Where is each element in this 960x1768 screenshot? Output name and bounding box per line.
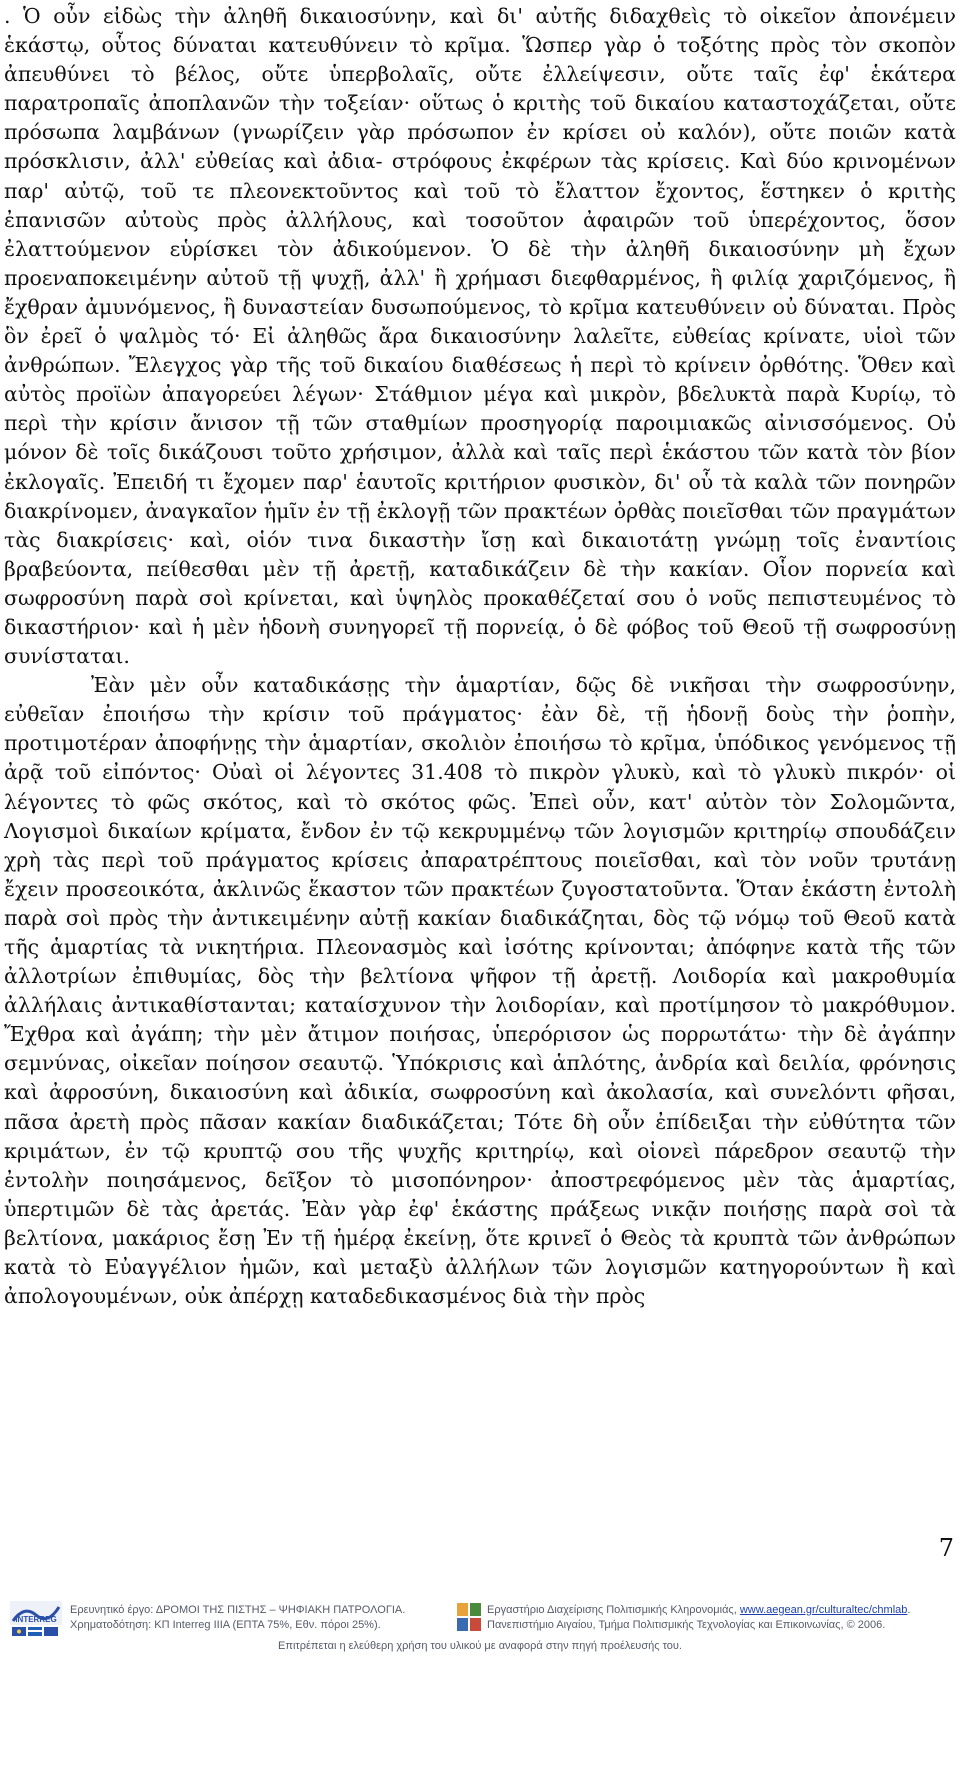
footer-lab-name: Εργαστήριο Διαχείρισης Πολιτισμικής Κληρονομιάς,: [487, 1604, 740, 1616]
footer-lab-credit: [457, 1601, 957, 1637]
footer-lab-line-end: .: [907, 1604, 911, 1616]
footer-funding-line: Χρηματοδότηση: ΚΠ Interreg IIIA (ΕΠΤΑ 75%, Εθν. πόροι 25%).: [70, 1619, 381, 1631]
footer-lab-line: [487, 1603, 910, 1618]
body-text: [4, 2, 956, 1311]
footer-project-line: Ερευνητικό έργο: ΔΡΟΜΟΙ ΤΗΣ ΠΙΣΤΗΣ – ΨΗΦΙΑΚΗ ΠΑΤΡΟΛΟΓΙΑ.: [70, 1604, 406, 1616]
interreg-logo-icon: [10, 1601, 62, 1637]
footer-left-text: [70, 1603, 405, 1633]
lab-website-link[interactable]: www.aegean.gr/culturaltec/chmlab: [739, 1604, 908, 1616]
interreg-logo-text: INTERREG: [15, 1615, 57, 1624]
footer-usage-notice: Επιτρέπεται η ελεύθερη χρήση του υλικού με αναφορά στην πηγή προέλευσής του.: [278, 1640, 682, 1652]
page-number: 7: [938, 1534, 954, 1562]
footer-project-credit: [10, 1601, 450, 1637]
paragraph-2: Ἐὰν μὲν οὖν καταδικάσῃς τὴν ἁμαρτίαν, δῷς δὲ νικῆσαι τὴν σωφροσύνην, εὐθεῖαν ἐποιήσω τὴν κρίσιν τοῦ πράγματος· ἐὰν δὲ, τῇ ἡδονῇ δοὺς τὴν ῥοπὴν, προτιμοτέραν ἀποφήνῃς τὴν ἁμαρτίαν, σκολιὸν ἐποιήσω τὸ κρῖμα, ὑπόδικος γενόμενος τῇ ἀρᾷ τοῦ εἰπόντος· Οὐαὶ οἱ λέγοντες 31.408 τὸ πικρὸν γλυκὺ, καὶ τὸ γλυκὺ πικρόν· οἱ λέγοντες τὸ φῶς σκότος, καὶ τὸ σκότος φῶς. Ἐπεὶ οὖν, κατ' αὐτὸν τὸν Σολομῶντα, Λογισμοὶ δικαίων κρίματα, ἔνδον ἐν τῷ κεκρυμμένῳ τῶν λογισμῶν κριτηρίῳ σπουδάζειν χρὴ τὰς περὶ τοῦ πράγματος κρίσεις ἀπαρατρέπτους ποιεῖσθαι, καὶ τὸν νοῦν τρυτάνῃ ἔχειν προσεοικότα, ἀκλινῶς ἕκαστον τῶν πρακτέων ζυγοστατοῦντα. Ὅταν ἑκάστη ἐντολὴ παρὰ σοὶ πρὸς τὴν ἀντικειμένην αὐτῇ κακίαν διαδικάζηται, δὸς τῷ νόμῳ τοῦ Θεοῦ κατὰ τῆς ἁμαρτίας τὰ νικητήρια. Πλεονασμὸς καὶ ἰσότης κρίνονται; ἀπόφηνε κατὰ τῆς τῶν ἀλλοτρίων ἐπιθυμίας, δὸς τὴν βελτίονα ψῆφον τῇ ἀρετῇ. Λοιδορία καὶ μακροθυμία ἀλλήλαις ἀντικαθίστανται; καταίσχυνον τὴν λοιδορίαν, καὶ προτίμησον τὸ μακρόθυμον. Ἔχθρα καὶ ἀγάπη; τὴν μὲν ἄτιμον ποιήσας, ὑπερόρισον ὡς πορρωτάτω· τὴν δὲ ἀγάπην σεμνύνας, οἰκεῖαν ποίησον σεαυτῷ. Ὑπόκρισις καὶ ἁπλότης, ἀνδρία καὶ δειλία, φρόνησις καὶ ἀφροσύνη, δικαιοσύνη καὶ ἀδικία, σωφροσύνη καὶ ἀκολασία, καὶ συνελόντι φῆσαι, πᾶσα ἀρετὴ πρὸς πᾶσαν κακίαν διαδικάζεται; Τότε δὴ οὖν ἐπίδειξαι τὴν εὐθύτητα τῶν κριμάτων, ἐν τῷ κρυπτῷ σου τῆς ψυχῆς κριτηρίῳ, καὶ οἱονεὶ πάρεδρον σεαυτῷ τὴν ἐντολὴν ποιησάμενος, δεῖξον τὸ μισοπόνηρον· ἀποστρεφόμενος μὲν τὰς ἁμαρτίας, ὑπερτιμῶν δὲ τὰς ἀρετάς. Ἐὰν γὰρ ἐφ' ἑκάστης πράξεως νικᾷν ποιήσῃς παρὰ σοὶ τὰ βελτίονα, μακάριος ἔσῃ Ἐν τῇ ἡμέρᾳ ἐκείνῃ, ὅτε κρινεῖ ὁ Θεὸς τὰ κρυπτὰ τῶν ἀνθρώπων κατὰ τὸ Εὐαγγέλιον ἡμῶν, καὶ μεταξὺ ἀλλήλων τῶν λογισμῶν κατηγορούντων ἢ καὶ ἀπολογουμένων, οὐκ ἀπέρχῃ καταδεδικασμένος διὰ τὴν πρὸς: [4, 673, 956, 1309]
footer-university-line: Πανεπιστήμιο Αιγαίου, Τμήμα Πολιτισμικής Τεχνολογίας και Επικοινωνίας, © 2006.: [487, 1619, 886, 1631]
footer: [0, 1599, 960, 1659]
footer-right-text: [487, 1603, 910, 1633]
paragraph-1: . Ὁ οὖν εἰδὼς τὴν ἀληθῆ δικαιοσύνην, καὶ δι' αὐτῆς διδαχθεὶς τὸ οἰκεῖον ἀπονέμειν ἑκάστῳ, οὗτος δύναται κατευθύνειν τὸ κρῖμα. Ὥσπερ γὰρ ὁ τοξότης πρὸς τὸν σκοπὸν ἀπευθύνει τὸ βέλος, οὔτε ὑπερβολαῖς, οὔτε ἐλλείψεσιν, οὔτε ταῖς ἐφ' ἑκάτερα παρατροπαῖς ἀποπλανῶν τὴν τοξείαν· οὕτως ὁ κριτὴς τοῦ δικαίου καταστοχάζεται, οὔτε πρόσωπα λαμβάνων (γνωρίζειν γὰρ πρόσωπον ἐν κρίσει οὐ καλόν), οὔτε ποιῶν κατὰ πρόσκλισιν, ἀλλ' εὐθείας καὶ ἀδια- στρόφους ἐκφέρων τὰς κρίσεις. Καὶ δύο κρινομένων παρ' αὐτῷ, τοῦ τε πλεονεκτοῦντος καὶ τοῦ τὸ ἔλαττον ἔχοντος, ἕστηκεν ὁ κριτὴς ἐπανισῶν αὐτοὺς πρὸς ἀλλήλους, καὶ τοσοῦτον ἀφαιρῶν τοῦ ὑπερέχοντος, ὅσον ἐλαττούμενον εὑρίσκει τὸν ἀδικούμενον. Ὁ δὲ τὴν ἀληθῆ δικαιοσύνην μὴ ἔχων προεναποκειμένην αὐτοῦ τῇ ψυχῇ, ἀλλ' ἢ χρήμασι διεφθαρμένος, ἢ φιλίᾳ χαριζόμενος, ἢ ἔχθραν ἀμυνόμενος, ἢ δυναστείαν δυσωπούμενος, τὸ κρῖμα κατευθύνειν οὐ δύναται. Πρὸς ὃν ἐρεῖ ὁ ψαλμὸς τό· Εἰ ἀληθῶς ἄρα δικαιοσύνην λαλεῖτε, εὐθείας κρίνατε, υἱοὶ τῶν ἀνθρώπων. Ἔλεγχος γὰρ τῆς τοῦ δικαίου διαθέσεως ἡ περὶ τὸ κρίνειν ὀρθότης. Ὅθεν καὶ αὐτὸς προϊὼν ἀπαγορεύει λέγων· Στάθμιον μέγα καὶ μικρὸν, βδελυκτὰ παρὰ Κυρίῳ, τὸ περὶ τὴν κρίσιν ἄνισον τῇ τῶν σταθμίων προσηγορίᾳ παροιμιακῶς αἰνισσόμενος. Οὐ μόνον δὲ τοῖς δικάζουσι τοῦτο χρήσιμον, ἀλλὰ καὶ ταῖς περὶ ἑκάστου τῶν κατὰ τὸν βίον ἐκλογαῖς. Ἐπειδή τι ἔχομεν παρ' ἑαυτοῖς κριτήριον φυσικὸν, δι' οὗ τὰ καλὰ τῶν πονηρῶν διακρίνομεν, ἀναγκαῖον ἡμῖν ἐν τῇ ἐκλογῇ τῶν πρακτέων ὀρθὰς ποιεῖσθαι τῶν πραγμάτων τὰς διακρίσεις· καὶ, οἱόν τινα δικαστὴν ἴσῃ καὶ δικαιοτάτῃ γνώμῃ τοῖς ἐναντίοις βραβεύοντα, πείθεσθαι μὲν τῇ ἀρετῇ, καταδικάζειν δὲ τὴν κακίαν. Οἷον πορνεία καὶ σωφροσύνη παρὰ σοὶ κρίνεται, καὶ ὑψηλὸς προκαθέζεταί σου ὁ νοῦς πεπιστευμένος τὸ δικαστήριον· καὶ ἡ μὲν ἡδονὴ συνηγορεῖ τῇ πορνείᾳ, ὁ δὲ φόβος τοῦ Θεοῦ τῇ σωφροσύνῃ συνίσταται.: [4, 4, 956, 669]
lab-logo-icon: [457, 1603, 481, 1631]
